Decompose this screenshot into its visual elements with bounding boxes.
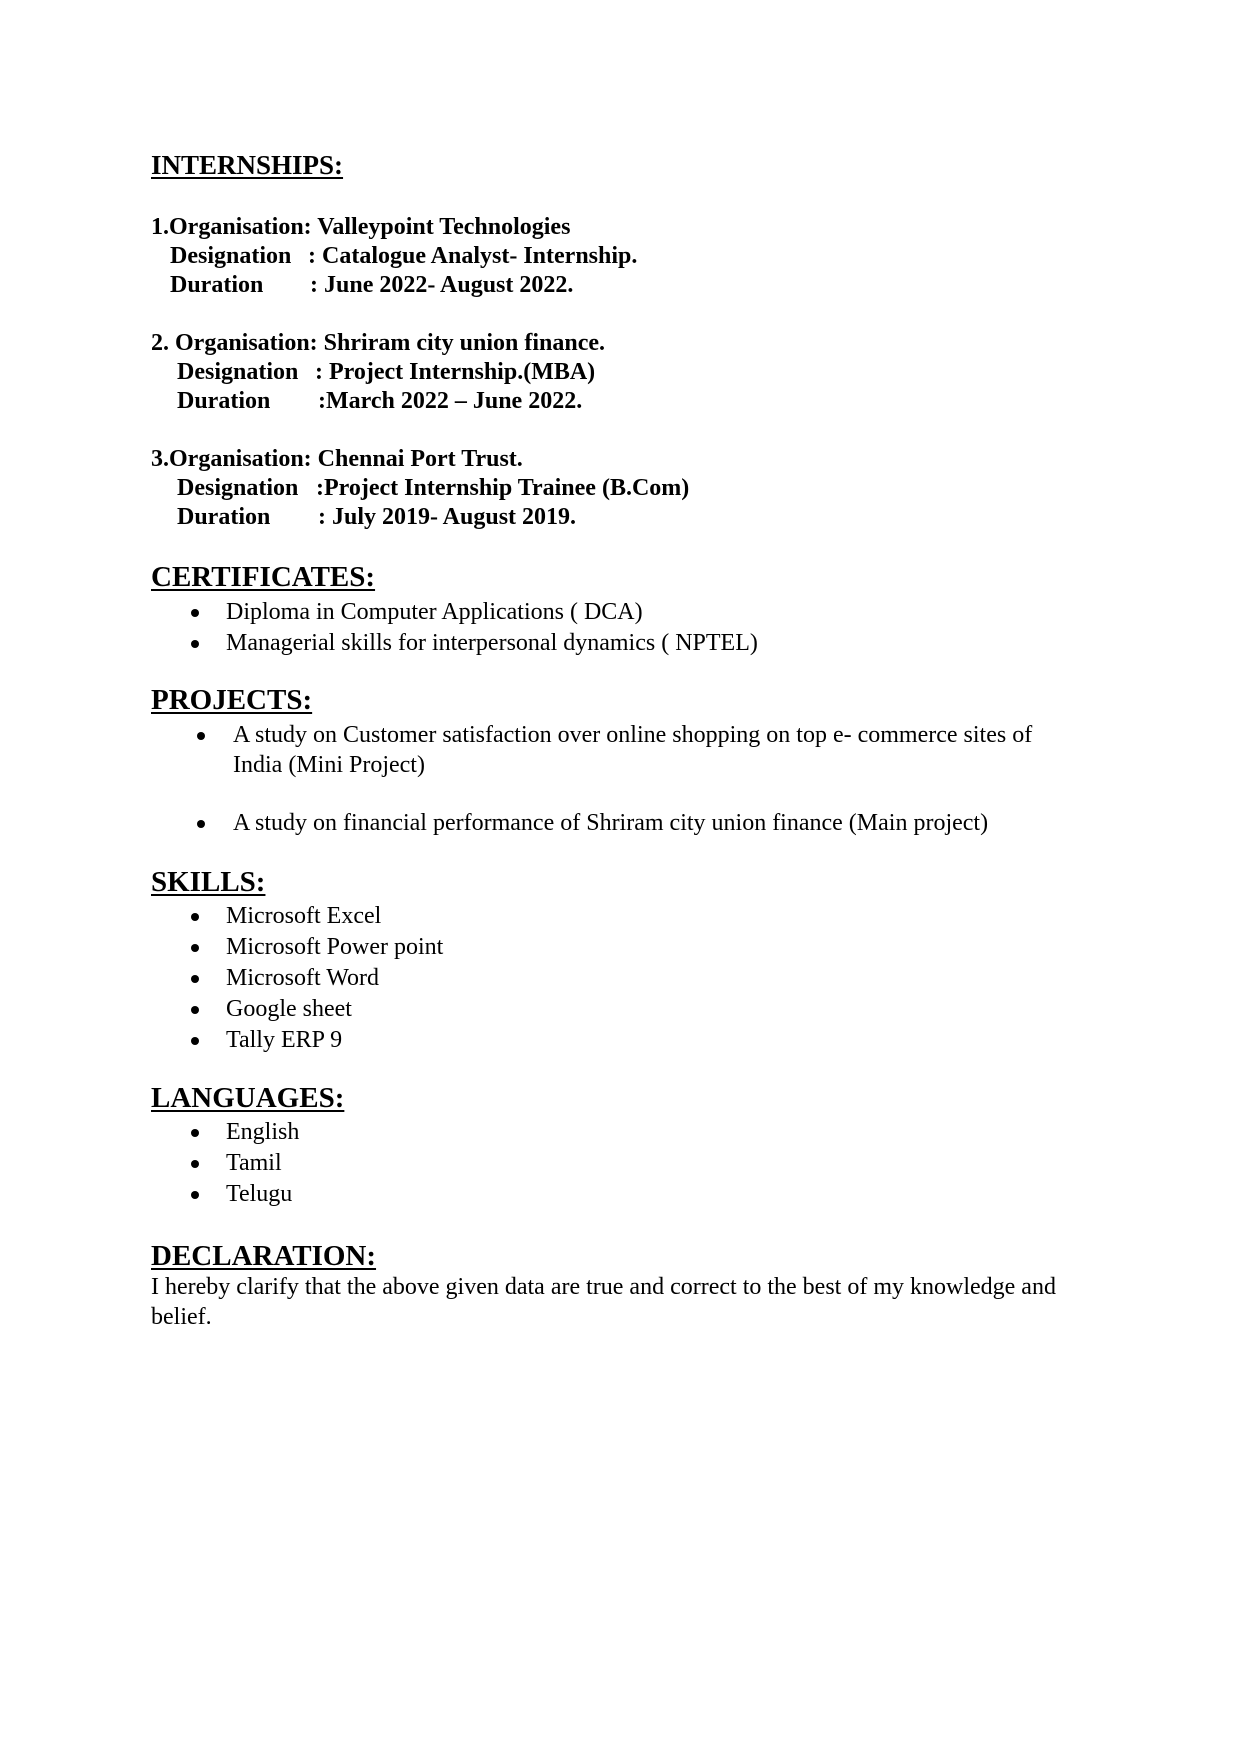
duration-label: Duration xyxy=(177,504,271,530)
designation-value: : Catalogue Analyst- Internship. xyxy=(308,243,638,269)
internship-1-duration xyxy=(170,271,573,300)
languages-list xyxy=(190,1117,299,1210)
bullet-icon xyxy=(191,1037,199,1045)
bullet-icon xyxy=(191,944,199,952)
bullet-icon xyxy=(191,640,199,648)
list-item: Telugu xyxy=(190,1179,299,1210)
internships-heading: INTERNSHIPS: xyxy=(151,150,344,180)
list-item: Tamil xyxy=(190,1148,299,1179)
designation-value: :Project Internship Trainee (B.Com) xyxy=(316,475,690,501)
bullet-icon xyxy=(191,1129,199,1137)
project-2-line-1: A study on financial performance of Shriram city union finance (Main project) xyxy=(233,810,989,836)
internship-3-designation xyxy=(177,474,689,503)
list-item: Google sheet xyxy=(190,994,443,1025)
designation-value: : Project Internship.(MBA) xyxy=(315,359,596,385)
internship-3-duration xyxy=(177,503,576,532)
duration-value: : July 2019- August 2019. xyxy=(318,504,577,530)
skills-list xyxy=(190,901,443,1056)
internship-1-designation xyxy=(170,242,637,271)
duration-label: Duration xyxy=(177,388,271,414)
duration-value: :March 2022 – June 2022. xyxy=(318,388,583,414)
duration-label: Duration xyxy=(170,272,264,298)
list-item: Microsoft Excel xyxy=(190,901,443,932)
designation-label: Designation xyxy=(177,359,299,385)
list-item: Managerial skills for interpersonal dynamics ( NPTEL) xyxy=(190,628,758,659)
list-item: Tally ERP 9 xyxy=(190,1025,443,1056)
list-item: Diploma in Computer Applications ( DCA) xyxy=(190,597,758,628)
projects-heading: PROJECTS: xyxy=(151,684,313,716)
bullet-icon xyxy=(191,1006,199,1014)
project-1-line-1: A study on Customer satisfaction over online shopping on top e- commerce sites of xyxy=(233,722,1033,748)
declaration-text: I hereby clarify that the above given data are true and correct to the best of my knowledge and belief. xyxy=(151,1274,1056,1330)
list-item: Microsoft Power point xyxy=(190,932,443,963)
bullet-icon xyxy=(191,1191,199,1199)
bullet-icon xyxy=(191,1160,199,1168)
designation-label: Designation xyxy=(170,243,292,269)
list-item: English xyxy=(190,1117,299,1148)
internship-2-designation xyxy=(177,358,595,387)
skills-heading: SKILLS: xyxy=(151,866,266,898)
internship-2-organisation: 2. Organisation: Shriram city union finance. xyxy=(151,330,606,356)
duration-value: : June 2022- August 2022. xyxy=(310,272,574,298)
bullet-icon xyxy=(197,732,205,740)
internship-2-duration xyxy=(177,387,582,416)
bullet-icon xyxy=(191,609,199,617)
bullet-icon xyxy=(191,975,199,983)
designation-label: Designation xyxy=(177,475,299,501)
declaration-heading: DECLARATION: xyxy=(151,1240,377,1272)
bullet-icon xyxy=(197,820,205,828)
certificates-list xyxy=(190,597,758,659)
bullet-icon xyxy=(191,913,199,921)
languages-heading: LANGUAGES: xyxy=(151,1082,345,1114)
project-1-line-2: India (Mini Project) xyxy=(233,752,425,778)
internship-3-organisation: 3.Organisation: Chennai Port Trust. xyxy=(151,446,523,472)
internship-1-organisation: 1.Organisation: Valleypoint Technologies xyxy=(151,214,571,240)
list-item: Microsoft Word xyxy=(190,963,443,994)
certificates-heading: CERTIFICATES: xyxy=(151,561,376,593)
